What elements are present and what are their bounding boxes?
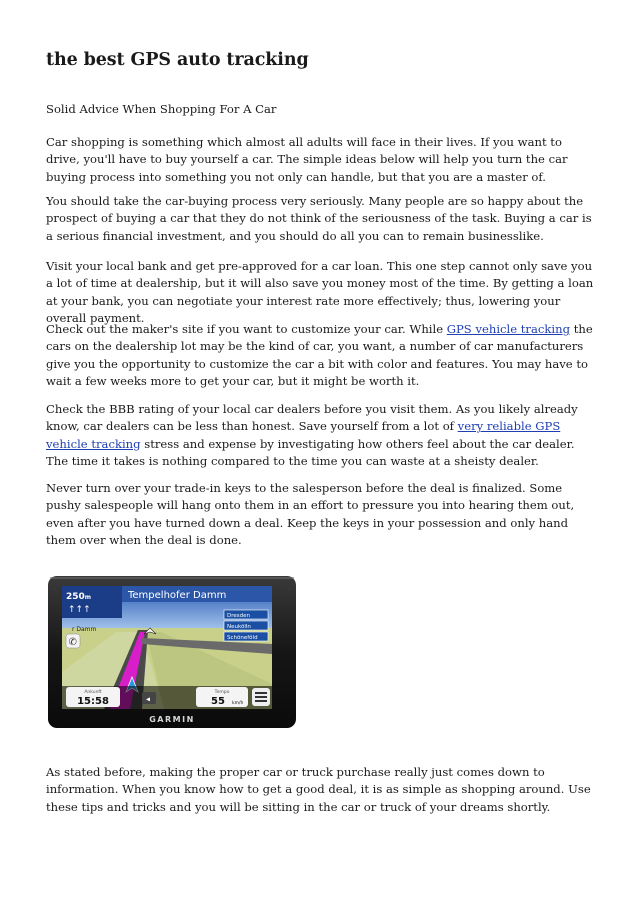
gps-distance: 250 — [66, 592, 85, 602]
paragraph-5-text-b: stress and expense by investigating how others feel about the car dealer. The time it takes is nothing compared to the time you can waste at a sheisty dealer. — [46, 436, 575, 468]
speed-value: 55 — [211, 696, 225, 707]
paragraph-4-text-a: Check out the maker's site if you want to customize your car. While — [46, 322, 447, 336]
paragraph-5 — [46, 401, 594, 470]
device-screen — [62, 586, 272, 709]
paragraph-4-text-b: the cars on the dealership lot may be the kind of car, you want, a number of car manufacturers give you the opportunity to customize the car a bit with color and features. You may have to wait a few weeks more to get your car, but it might be worth it. — [46, 322, 593, 388]
paragraph-3: Visit your local bank and get pre-approved for a car loan. This one step cannot only save you a lot of time at dealership, but it will also save you money most of the time. By getting a loan at your bank, you can negotiate your interest rate more effectively; thus, lowering your overall payment. — [46, 259, 594, 325]
gps-device-image — [46, 574, 298, 730]
gps-distance-unit: m — [84, 594, 92, 601]
sign-schoenefeld: Schöneföld — [227, 635, 258, 641]
subtitle: Solid Advice When Shopping For A Car — [46, 102, 277, 116]
arrival-time: 15:58 — [77, 696, 109, 707]
reliable-gps-tracking-link[interactable]: very reliable GPS vehicle tracking — [46, 419, 561, 451]
paragraph-4 — [46, 321, 594, 390]
svg-text:250m — [66, 592, 91, 602]
gps-vehicle-tracking-link[interactable]: GPS vehicle tracking — [446, 322, 571, 336]
lane-arrows-icon: ↑↑↑ — [68, 605, 91, 615]
paragraph-5-text-a: Check the BBB rating of your local car dealers before you visit them. As you likely already know, car dealers can be less than honest. Save yourself from a lot of — [46, 402, 578, 434]
page-title: the best GPS auto tracking — [46, 50, 309, 70]
arrival-label: Ankunft — [84, 690, 102, 695]
paragraph-6: Never turn over your trade-in keys to the salesperson before the deal is finalized. Some pushy salespeople will hang onto them in an effort to pressure you into hearing them out, even after you have turned down a deal. Keep the keys in your possession and only hand them over when the deal is done. — [46, 481, 575, 547]
paragraph-1: Car shopping is something which almost all adults will face in their lives. If you want to drive, you'll have to buy yourself a car. The simple ideas below will help you turn the car buying process into something you not only can handle, but that you are a master of. — [46, 135, 568, 184]
paragraph-2: You should take the car-buying process very seriously. Many people are so happy about the prospect of buying a car that they do not think of the seriousness of the task. Buying a car is a serious financial investment, and you should do all you can to remain businesslike. — [46, 194, 592, 243]
direction-signs — [224, 610, 268, 641]
phone-icon: ✆ — [68, 637, 77, 648]
gps-side-street: r Damm — [72, 626, 97, 633]
sign-neukoelln: Neukölln — [227, 624, 251, 630]
gps-street-name: Tempelhofer Damm — [128, 590, 227, 601]
speed-label: Tempo — [214, 690, 230, 695]
garmin-logo: GARMIN — [149, 715, 195, 724]
speed-unit: km/h — [232, 701, 244, 706]
paragraph-7: As stated before, making the proper car or truck purchase really just comes down to information. When you know how to get a good deal, it is as simple as shopping around. Use these tips and tricks and you will be sitting in the car or truck of your dreams shortly. — [46, 765, 591, 814]
back-arrow-icon: ◂ — [146, 694, 151, 704]
sign-dresden: Dresden — [227, 613, 250, 619]
menu-icon — [255, 700, 267, 702]
